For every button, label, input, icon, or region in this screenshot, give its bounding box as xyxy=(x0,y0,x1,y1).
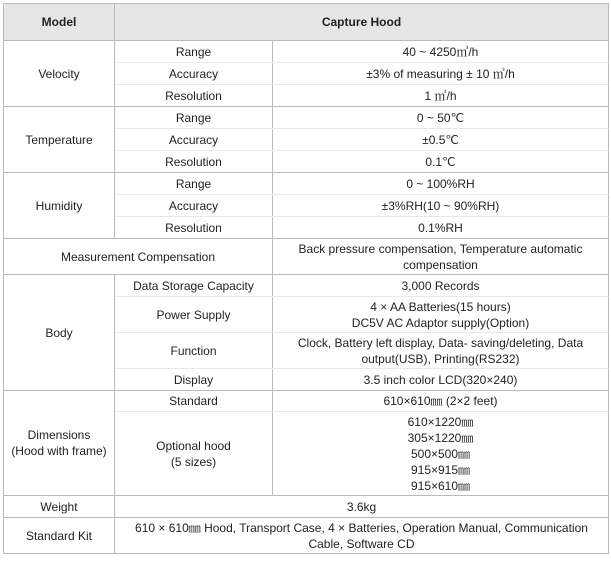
dimensions-label xyxy=(4,391,115,496)
temperature-resolution-label: Resolution xyxy=(115,151,273,173)
function-value xyxy=(273,333,609,369)
standard-kit-row xyxy=(4,518,609,554)
power-supply-value xyxy=(273,297,609,333)
display-value: 3.5 inch color LCD(320×240) xyxy=(273,369,609,391)
power-supply-line2: DC5V AC Adaptor supply(Option) xyxy=(351,315,530,330)
standard-size-label: Standard xyxy=(115,391,273,412)
weight-label: Weight xyxy=(4,496,115,518)
storage-label: Data Storage Capacity xyxy=(115,275,273,297)
velocity-accuracy-value: ±3% of measuring ± 10 ㎥/h xyxy=(273,63,609,85)
velocity-resolution-label: Resolution xyxy=(115,85,273,107)
compensation-label: Measurement Compensation xyxy=(4,239,273,275)
humidity-accuracy-label: Accuracy xyxy=(115,195,273,217)
humidity-resolution-value: 0.1%RH xyxy=(273,217,609,239)
temperature-accuracy-label: Accuracy xyxy=(115,129,273,151)
standard-size-value: 610×610㎜ (2×2 feet) xyxy=(273,391,609,412)
product-header: Capture Hood xyxy=(115,4,609,41)
velocity-accuracy-label: Accuracy xyxy=(115,63,273,85)
body-label: Body xyxy=(4,275,115,391)
standard-kit-line2: Cable, Software CD xyxy=(308,536,415,551)
function-line1: Clock, Battery left display, Data- saving/deleting, Data xyxy=(297,335,584,350)
storage-value: 3,000 Records xyxy=(273,275,609,297)
temperature-resolution-value: 0.1℃ xyxy=(273,151,609,173)
dimensions-label-line1: Dimensions xyxy=(27,428,91,442)
humidity-range-value: 0 ~ 100%RH xyxy=(273,173,609,195)
optional-hood-sizes xyxy=(273,412,609,496)
standard-kit-value xyxy=(115,518,609,554)
compensation-value-line1: Back pressure compensation, Temperature automatic xyxy=(298,241,583,256)
humidity-accuracy-value: ±3%RH(10 ~ 90%RH) xyxy=(273,195,609,217)
optional-hood-label-line2: (5 sizes) xyxy=(170,454,217,469)
header-row xyxy=(4,4,609,41)
velocity-label: Velocity xyxy=(4,41,115,107)
humidity-range-row xyxy=(4,173,609,195)
temperature-range-label: Range xyxy=(115,107,273,129)
function-label: Function xyxy=(115,333,273,369)
body-storage-row xyxy=(4,275,609,297)
function-line2: output(USB), Printing(RS232) xyxy=(361,351,520,366)
optional-hood-label xyxy=(115,412,273,496)
spec-table xyxy=(3,3,609,554)
optional-size-item: 305×1220㎜ xyxy=(407,430,474,445)
dimensions-label-line2: (Hood with frame) xyxy=(11,444,107,458)
temperature-label: Temperature xyxy=(4,107,115,173)
power-supply-line1: 4 × AA Batteries(15 hours) xyxy=(370,299,511,314)
humidity-resolution-label: Resolution xyxy=(115,217,273,239)
temperature-accuracy-value: ±0.5℃ xyxy=(273,129,609,151)
temperature-range-row xyxy=(4,107,609,129)
velocity-resolution-value: 1 ㎥/h xyxy=(273,85,609,107)
weight-row xyxy=(4,496,609,518)
humidity-range-label: Range xyxy=(115,173,273,195)
power-supply-label: Power Supply xyxy=(115,297,273,333)
compensation-value-line2: compensation xyxy=(403,257,478,272)
weight-value: 3.6kg xyxy=(115,496,609,518)
optional-size-item: 915×915㎜ xyxy=(410,462,471,477)
compensation-row xyxy=(4,239,609,275)
compensation-value xyxy=(273,239,609,275)
velocity-range-row xyxy=(4,41,609,63)
optional-hood-label-line1: Optional hood xyxy=(156,438,231,453)
humidity-label: Humidity xyxy=(4,173,115,239)
optional-size-item: 915×610㎜ xyxy=(410,478,471,493)
standard-kit-line1: 610 × 610㎜ Hood, Transport Case, 4 × Batteries, Operation Manual, Communication xyxy=(135,520,588,535)
optional-size-item: 500×500㎜ xyxy=(410,446,471,461)
temperature-range-value: 0 ~ 50℃ xyxy=(273,107,609,129)
model-header: Model xyxy=(4,4,115,41)
standard-kit-label: Standard Kit xyxy=(4,518,115,554)
display-label: Display xyxy=(115,369,273,391)
velocity-range-value: 40 ~ 4250㎥/h xyxy=(273,41,609,63)
dimensions-standard-row xyxy=(4,391,609,412)
optional-size-item: 610×1220㎜ xyxy=(407,414,474,429)
velocity-range-label: Range xyxy=(115,41,273,63)
